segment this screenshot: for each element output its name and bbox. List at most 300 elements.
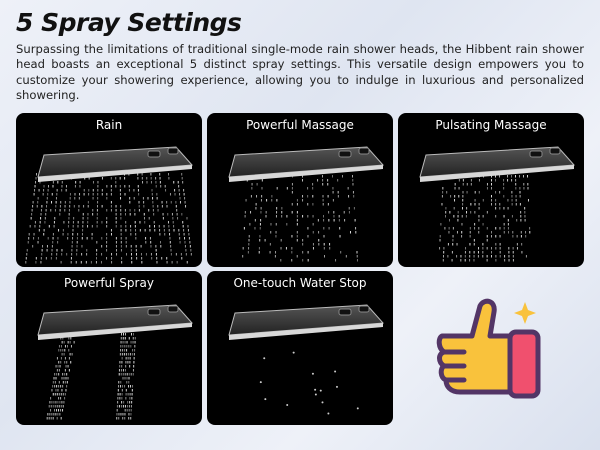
water-drop bbox=[101, 237, 102, 240]
water-drop bbox=[122, 345, 123, 348]
water-drop bbox=[120, 205, 121, 208]
water-drop bbox=[50, 409, 51, 412]
water-drop bbox=[55, 209, 56, 212]
water-drop bbox=[516, 195, 517, 198]
water-drop bbox=[56, 253, 57, 256]
water-drop bbox=[507, 179, 508, 182]
water-drop bbox=[76, 253, 77, 256]
water-drop bbox=[46, 205, 47, 208]
water-drop bbox=[53, 233, 54, 236]
water-drop bbox=[152, 197, 153, 200]
water-drop bbox=[135, 221, 136, 224]
water-drop bbox=[357, 407, 359, 409]
water-drop bbox=[286, 223, 287, 226]
water-drop bbox=[164, 229, 165, 232]
water-drop bbox=[51, 401, 52, 404]
water-drop bbox=[527, 175, 528, 178]
water-drop bbox=[62, 385, 63, 388]
water-drop bbox=[516, 199, 517, 202]
water-drop bbox=[57, 417, 58, 420]
water-drop bbox=[134, 357, 135, 360]
water-drop bbox=[61, 189, 62, 192]
water-drop bbox=[183, 189, 184, 192]
water-drop bbox=[130, 345, 131, 348]
water-drop bbox=[88, 201, 89, 204]
water-drop bbox=[130, 209, 131, 212]
water-drop bbox=[67, 233, 68, 236]
water-drop bbox=[292, 191, 293, 194]
water-drop bbox=[508, 227, 509, 230]
water-drop bbox=[256, 195, 257, 198]
water-drop bbox=[123, 405, 124, 408]
water-drop bbox=[249, 239, 250, 242]
water-drop bbox=[302, 243, 303, 246]
water-drop bbox=[252, 183, 253, 186]
water-drop bbox=[188, 233, 189, 236]
water-drop bbox=[186, 253, 187, 256]
water-drop bbox=[106, 209, 107, 212]
water-drop bbox=[328, 211, 329, 214]
water-drop bbox=[450, 195, 451, 198]
water-drop bbox=[245, 215, 246, 218]
water-drop bbox=[443, 247, 444, 250]
water-drop bbox=[101, 261, 102, 264]
water-drop bbox=[452, 243, 453, 246]
water-drop bbox=[142, 177, 143, 180]
water-drop bbox=[129, 373, 130, 376]
water-drop bbox=[491, 187, 492, 190]
water-drop bbox=[261, 187, 262, 190]
water-drop bbox=[260, 227, 261, 230]
water-drop bbox=[456, 255, 457, 258]
water-drop bbox=[504, 255, 505, 258]
powerful-spray-icon bbox=[16, 271, 202, 425]
water-drop bbox=[173, 181, 174, 184]
water-drop bbox=[474, 243, 475, 246]
water-drop bbox=[37, 201, 38, 204]
water-drop bbox=[177, 217, 178, 220]
water-drop bbox=[56, 257, 57, 260]
water-drop bbox=[251, 187, 252, 190]
water-drop bbox=[259, 235, 260, 238]
water-drop bbox=[508, 219, 509, 222]
water-drop bbox=[491, 183, 492, 186]
water-drop bbox=[478, 231, 479, 234]
water-drop bbox=[324, 255, 325, 258]
water-drop bbox=[517, 235, 518, 238]
water-drop bbox=[136, 257, 137, 260]
water-drop bbox=[122, 417, 123, 420]
water-drop bbox=[461, 231, 462, 234]
water-drop bbox=[125, 221, 126, 224]
mode-button bbox=[359, 306, 369, 312]
water-drop bbox=[133, 333, 134, 336]
water-drop bbox=[479, 203, 480, 206]
water-drop bbox=[70, 337, 71, 340]
water-drop bbox=[475, 191, 476, 194]
water-drop bbox=[323, 227, 324, 230]
water-drop bbox=[277, 187, 278, 190]
water-drop bbox=[62, 349, 63, 352]
water-drop bbox=[68, 365, 69, 368]
water-drop bbox=[54, 221, 55, 224]
water-drop bbox=[125, 409, 126, 412]
water-drop bbox=[121, 257, 122, 260]
water-drop bbox=[47, 193, 48, 196]
water-drop bbox=[124, 353, 125, 356]
water-drop bbox=[466, 215, 467, 218]
water-drop bbox=[353, 195, 354, 198]
water-drop bbox=[146, 181, 147, 184]
water-drop bbox=[281, 211, 282, 214]
water-drop bbox=[527, 183, 528, 186]
water-drop bbox=[467, 183, 468, 186]
water-drop bbox=[58, 229, 59, 232]
water-drop bbox=[491, 247, 492, 250]
water-drop bbox=[297, 219, 298, 222]
water-drop bbox=[93, 197, 94, 200]
water-drop bbox=[328, 203, 329, 206]
water-drop bbox=[96, 249, 97, 252]
water-drop bbox=[47, 413, 48, 416]
water-drop bbox=[508, 247, 509, 250]
water-drop bbox=[29, 233, 30, 236]
water-drop bbox=[65, 345, 66, 348]
water-drop bbox=[320, 390, 322, 392]
water-drop bbox=[525, 219, 526, 222]
water-drop bbox=[131, 401, 132, 404]
water-drop bbox=[275, 255, 276, 258]
water-drop bbox=[128, 393, 129, 396]
water-drop bbox=[447, 255, 448, 258]
water-drop bbox=[47, 245, 48, 248]
water-drop bbox=[169, 233, 170, 236]
water-drop bbox=[168, 221, 169, 224]
water-drop bbox=[324, 235, 325, 238]
water-drop bbox=[495, 179, 496, 182]
water-drop bbox=[70, 197, 71, 200]
water-drop bbox=[474, 223, 475, 226]
water-drop bbox=[327, 179, 328, 182]
water-drop bbox=[125, 333, 126, 336]
water-drop bbox=[121, 225, 122, 228]
water-drop bbox=[53, 181, 54, 184]
water-drop bbox=[120, 413, 121, 416]
water-drop bbox=[462, 191, 463, 194]
water-drop bbox=[515, 183, 516, 186]
water-drop bbox=[349, 207, 350, 210]
water-drop bbox=[128, 385, 129, 388]
water-drop bbox=[462, 215, 463, 218]
water-drop bbox=[474, 251, 475, 254]
water-drop bbox=[116, 253, 117, 256]
water-drop bbox=[53, 237, 54, 240]
water-drop bbox=[491, 179, 492, 182]
water-drop bbox=[271, 199, 272, 202]
water-drop bbox=[478, 227, 479, 230]
water-drop bbox=[482, 251, 483, 254]
water-drop bbox=[297, 211, 298, 214]
water-drop bbox=[308, 259, 309, 262]
water-drop bbox=[517, 247, 518, 250]
water-drop bbox=[138, 193, 139, 196]
water-drop bbox=[81, 253, 82, 256]
water-drop bbox=[54, 409, 55, 412]
water-drop bbox=[134, 213, 135, 216]
water-drop bbox=[352, 175, 353, 178]
water-drop bbox=[508, 255, 509, 258]
water-drop bbox=[54, 373, 55, 376]
water-drop bbox=[151, 253, 152, 256]
water-drop bbox=[313, 247, 314, 250]
water-drop bbox=[508, 223, 509, 226]
water-drop bbox=[259, 239, 260, 242]
water-drop bbox=[249, 223, 250, 226]
water-drop bbox=[334, 371, 336, 373]
water-drop bbox=[126, 241, 127, 244]
water-drop bbox=[53, 381, 54, 384]
water-drop bbox=[63, 405, 64, 408]
water-drop bbox=[355, 231, 356, 234]
water-drop bbox=[67, 381, 68, 384]
water-drop bbox=[165, 185, 166, 188]
water-drop bbox=[111, 253, 112, 256]
water-drop bbox=[97, 217, 98, 220]
water-drop bbox=[455, 183, 456, 186]
water-drop bbox=[521, 231, 522, 234]
water-drop bbox=[57, 241, 58, 244]
water-drop bbox=[91, 261, 92, 264]
water-drop bbox=[101, 221, 102, 224]
water-drop bbox=[131, 341, 132, 344]
water-drop bbox=[144, 221, 145, 224]
water-drop bbox=[84, 189, 85, 192]
water-drop bbox=[76, 249, 77, 252]
water-drop bbox=[143, 197, 144, 200]
water-drop bbox=[479, 179, 480, 182]
water-drop bbox=[56, 385, 57, 388]
water-drop bbox=[111, 177, 112, 180]
water-drop bbox=[132, 349, 133, 352]
water-drop bbox=[487, 247, 488, 250]
water-drop bbox=[182, 221, 183, 224]
water-drop bbox=[482, 243, 483, 246]
water-drop bbox=[127, 361, 128, 364]
water-drop bbox=[73, 221, 74, 224]
water-drop bbox=[49, 405, 50, 408]
water-drop bbox=[77, 225, 78, 228]
water-drop bbox=[270, 251, 271, 254]
water-drop bbox=[308, 251, 309, 254]
water-drop bbox=[499, 191, 500, 194]
water-drop bbox=[68, 225, 69, 228]
water-drop bbox=[65, 205, 66, 208]
water-drop bbox=[59, 381, 60, 384]
water-drop bbox=[66, 385, 67, 388]
water-drop bbox=[344, 219, 345, 222]
water-drop bbox=[77, 233, 78, 236]
water-drop bbox=[443, 259, 444, 262]
water-drop bbox=[96, 241, 97, 244]
water-drop bbox=[318, 219, 319, 222]
water-drop bbox=[40, 261, 41, 264]
water-drop bbox=[67, 237, 68, 240]
water-drop bbox=[246, 199, 247, 202]
water-drop bbox=[169, 229, 170, 232]
water-drop bbox=[313, 215, 314, 218]
water-drop bbox=[64, 397, 65, 400]
water-drop bbox=[313, 223, 314, 226]
water-drop bbox=[87, 221, 88, 224]
water-drop bbox=[354, 207, 355, 210]
water-drop bbox=[442, 195, 443, 198]
water-drop bbox=[63, 229, 64, 232]
water-drop bbox=[129, 337, 130, 340]
water-drop bbox=[39, 189, 40, 192]
water-drop bbox=[120, 393, 121, 396]
water-drop bbox=[77, 245, 78, 248]
water-drop bbox=[39, 229, 40, 232]
water-drop bbox=[491, 199, 492, 202]
water-drop bbox=[51, 417, 52, 420]
water-drop bbox=[117, 405, 118, 408]
water-drop bbox=[495, 247, 496, 250]
water-drop bbox=[265, 239, 266, 242]
water-drop bbox=[172, 213, 173, 216]
water-drop bbox=[446, 191, 447, 194]
water-drop bbox=[513, 247, 514, 250]
water-stop-icon bbox=[207, 271, 393, 425]
water-drop bbox=[86, 253, 87, 256]
water-drop bbox=[286, 215, 287, 218]
water-drop bbox=[41, 205, 42, 208]
water-drop bbox=[512, 231, 513, 234]
water-drop bbox=[454, 195, 455, 198]
water-drop bbox=[46, 201, 47, 204]
water-drop bbox=[149, 229, 150, 232]
water-drop bbox=[121, 397, 122, 400]
water-drop bbox=[70, 193, 71, 196]
water-drop bbox=[462, 195, 463, 198]
water-drop bbox=[97, 201, 98, 204]
water-drop bbox=[261, 207, 262, 210]
water-drop bbox=[293, 352, 295, 354]
water-drop bbox=[254, 227, 255, 230]
water-drop bbox=[72, 233, 73, 236]
water-drop bbox=[173, 221, 174, 224]
water-drop bbox=[78, 205, 79, 208]
water-drop bbox=[275, 235, 276, 238]
water-drop bbox=[123, 369, 124, 372]
water-drop bbox=[171, 249, 172, 252]
water-drop bbox=[36, 177, 37, 180]
water-drop bbox=[92, 233, 93, 236]
water-drop bbox=[157, 205, 158, 208]
water-drop bbox=[323, 215, 324, 218]
water-drop bbox=[57, 405, 58, 408]
water-drop bbox=[81, 261, 82, 264]
water-drop bbox=[157, 197, 158, 200]
water-drop bbox=[515, 187, 516, 190]
water-drop bbox=[164, 225, 165, 228]
water-drop bbox=[312, 183, 313, 186]
water-drop bbox=[141, 261, 142, 264]
water-drop bbox=[474, 255, 475, 258]
water-drop bbox=[62, 377, 63, 380]
water-drop bbox=[66, 185, 67, 188]
water-drop bbox=[461, 223, 462, 226]
water-drop bbox=[125, 377, 126, 380]
water-drop bbox=[55, 405, 56, 408]
water-drop bbox=[122, 385, 123, 388]
water-drop bbox=[70, 341, 71, 344]
water-drop bbox=[154, 229, 155, 232]
water-drop bbox=[448, 243, 449, 246]
water-drop bbox=[266, 211, 267, 214]
water-drop bbox=[36, 173, 37, 176]
water-drop bbox=[507, 199, 508, 202]
water-drop bbox=[469, 251, 470, 254]
water-drop bbox=[63, 401, 64, 404]
water-drop bbox=[307, 227, 308, 230]
water-drop bbox=[60, 385, 61, 388]
water-drop bbox=[53, 417, 54, 420]
water-drop bbox=[121, 405, 122, 408]
water-drop bbox=[111, 189, 112, 192]
water-drop bbox=[102, 193, 103, 196]
water-drop bbox=[180, 197, 181, 200]
water-drop bbox=[125, 225, 126, 228]
water-drop bbox=[134, 209, 135, 212]
water-drop bbox=[270, 231, 271, 234]
water-drop bbox=[503, 195, 504, 198]
water-drop bbox=[136, 245, 137, 248]
water-drop bbox=[47, 417, 48, 420]
water-drop bbox=[141, 257, 142, 260]
water-drop bbox=[123, 373, 124, 376]
water-drop bbox=[135, 341, 136, 344]
water-drop bbox=[156, 193, 157, 196]
water-drop bbox=[183, 225, 184, 228]
water-drop bbox=[487, 183, 488, 186]
water-drop bbox=[499, 207, 500, 210]
water-drop bbox=[495, 227, 496, 230]
water-drop bbox=[452, 251, 453, 254]
water-drop bbox=[120, 177, 121, 180]
water-drop bbox=[302, 179, 303, 182]
water-drop bbox=[307, 195, 308, 198]
water-drop bbox=[31, 217, 32, 220]
mode-button bbox=[530, 151, 542, 157]
water-drop bbox=[27, 249, 28, 252]
water-drop bbox=[470, 211, 471, 214]
water-drop bbox=[59, 393, 60, 396]
water-drop bbox=[127, 405, 128, 408]
water-drop bbox=[470, 231, 471, 234]
water-drop bbox=[139, 201, 140, 204]
water-drop bbox=[338, 191, 339, 194]
water-drop bbox=[332, 175, 333, 178]
water-drop bbox=[350, 231, 351, 234]
water-drop bbox=[280, 259, 281, 262]
water-drop bbox=[483, 223, 484, 226]
water-drop bbox=[128, 353, 129, 356]
water-drop bbox=[511, 191, 512, 194]
water-drop bbox=[312, 203, 313, 206]
water-drop bbox=[25, 261, 26, 264]
water-drop bbox=[457, 231, 458, 234]
thumbs-up-icon bbox=[432, 296, 552, 406]
